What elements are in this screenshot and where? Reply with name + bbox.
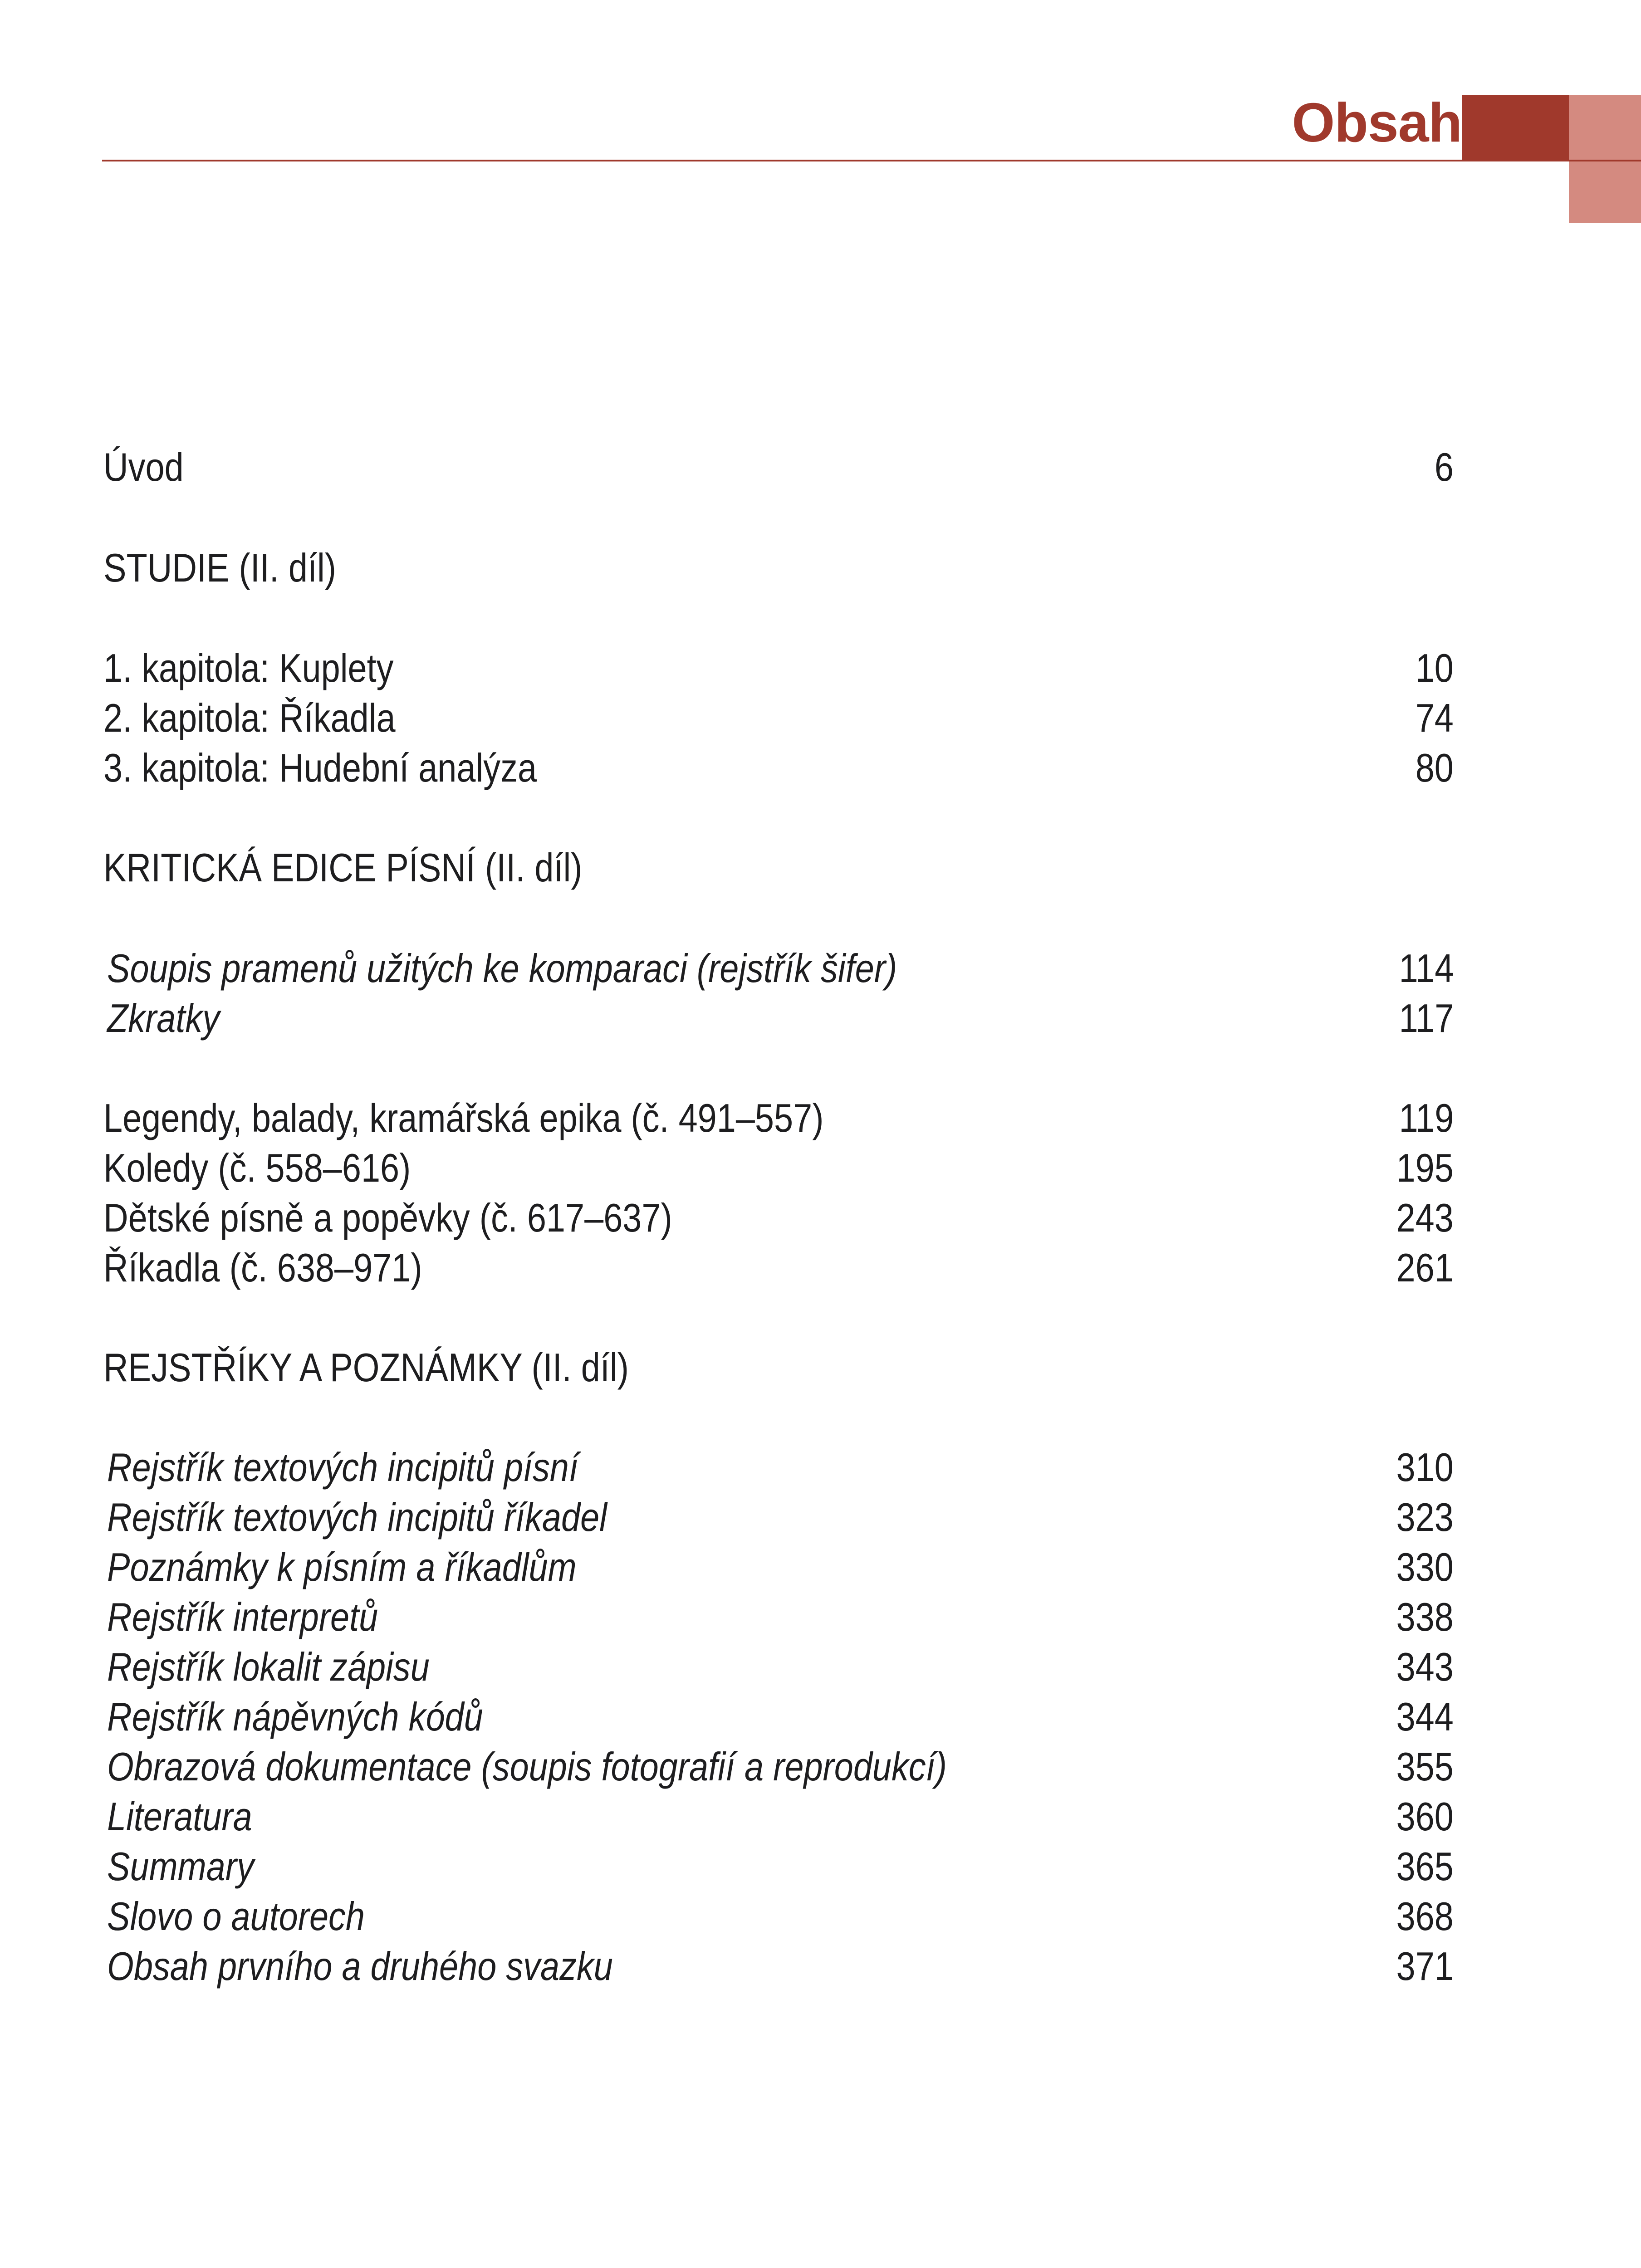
- toc-entry-title: 2. kapitola: Říkadla: [103, 695, 396, 740]
- toc-entry[interactable]: [0, 743, 1641, 793]
- toc-entry-page: 371: [1396, 1944, 1454, 1989]
- section-heading-edice: [0, 843, 1641, 893]
- toc-entry-title: Rejstřík textových incipitů písní: [107, 1445, 578, 1490]
- toc-entry-page: 323: [1396, 1495, 1454, 1540]
- toc-entry-page: 117: [1399, 996, 1454, 1041]
- toc-entry-title: Summary: [107, 1844, 254, 1889]
- toc-entry[interactable]: [0, 1492, 1641, 1542]
- toc-entry-page: 119: [1399, 1095, 1454, 1140]
- toc-entry[interactable]: [0, 1442, 1641, 1492]
- toc-entry-intro[interactable]: [0, 442, 1641, 492]
- toc-entry[interactable]: [0, 1542, 1641, 1592]
- toc-entry[interactable]: [0, 1742, 1641, 1792]
- toc-entry-title: Poznámky k písním a říkadlům: [107, 1545, 577, 1589]
- section-heading: KRITICKÁ EDICE PÍSNÍ (II. díl): [103, 845, 583, 890]
- section-heading-rejstriky: [0, 1343, 1641, 1393]
- toc-entry-page: 344: [1396, 1694, 1454, 1739]
- toc-entry[interactable]: [0, 1093, 1641, 1143]
- header-divider: [102, 160, 1641, 161]
- toc-entry-title: Slovo o autorech: [107, 1894, 365, 1939]
- toc-entry-page: 195: [1396, 1145, 1454, 1190]
- toc-entry-title: Obrazová dokumentace (soupis fotografií a reprodukcí): [107, 1744, 947, 1789]
- toc-entry-page: 243: [1396, 1195, 1454, 1240]
- toc-entry-page: 355: [1396, 1744, 1454, 1789]
- toc-entry-page: 74: [1415, 695, 1454, 740]
- toc-entry-title: Obsah prvního a druhého svazku: [107, 1944, 613, 1989]
- toc-entry-page: 365: [1396, 1844, 1454, 1889]
- toc-entry[interactable]: [0, 1243, 1641, 1293]
- toc-entry-page: 10: [1415, 645, 1454, 690]
- toc-entry-title: 3. kapitola: Hudební analýza: [103, 745, 537, 790]
- toc-entry[interactable]: [0, 1842, 1641, 1892]
- toc-entry-title: Rejstřík nápěvných kódů: [107, 1694, 483, 1739]
- toc-entry-page: 330: [1396, 1545, 1454, 1589]
- section-heading-studie: [0, 543, 1641, 593]
- toc-entry-title: 1. kapitola: Kuplety: [103, 645, 394, 690]
- corner-accent-dark: [1462, 95, 1569, 160]
- toc-entry-title: Rejstřík interpretů: [107, 1594, 378, 1639]
- toc-entry-title: Rejstřík textových incipitů říkadel: [107, 1495, 607, 1540]
- toc-entry[interactable]: [0, 1592, 1641, 1642]
- toc-entry[interactable]: [0, 943, 1641, 993]
- toc-entry-title: Koledy (č. 558–616): [103, 1145, 411, 1190]
- page-title: Obsah: [1292, 92, 1462, 153]
- toc-entry[interactable]: [0, 1143, 1641, 1193]
- toc-entry[interactable]: [0, 1941, 1641, 1991]
- toc-entry[interactable]: [0, 643, 1641, 693]
- toc-entry-title: Legendy, balady, kramářská epika (č. 491–557): [103, 1095, 824, 1140]
- section-heading: STUDIE (II. díl): [103, 545, 336, 590]
- toc-entry-title: Soupis pramenů užitých ke komparaci (rejstřík šifer): [107, 946, 897, 991]
- toc-entry-page: 80: [1415, 745, 1454, 790]
- toc-entry-page: 338: [1396, 1594, 1454, 1639]
- toc-entry[interactable]: [0, 1792, 1641, 1842]
- toc-entry[interactable]: [0, 993, 1641, 1043]
- toc-entry-title: Literatura: [107, 1794, 252, 1839]
- toc-entry[interactable]: [0, 693, 1641, 743]
- toc-entry-page: 368: [1396, 1894, 1454, 1939]
- toc-entry-title: Dětské písně a popěvky (č. 617–637): [103, 1195, 672, 1240]
- toc-entry-page: 261: [1396, 1245, 1454, 1290]
- toc-entry[interactable]: [0, 1692, 1641, 1742]
- toc-entry-title: Úvod: [103, 445, 184, 489]
- toc-entry-page: 343: [1396, 1644, 1454, 1689]
- toc-entry-page: 114: [1399, 946, 1454, 991]
- toc-entry-page: 6: [1434, 445, 1454, 489]
- toc-entry-page: 310: [1396, 1445, 1454, 1490]
- corner-accent-light: [1569, 95, 1641, 223]
- section-heading: REJSTŘÍKY A POZNÁMKY (II. díl): [103, 1345, 629, 1390]
- toc-entry[interactable]: [0, 1193, 1641, 1243]
- toc-entry-title: Rejstřík lokalit zápisu: [107, 1644, 430, 1689]
- toc-entry-title: Říkadla (č. 638–971): [103, 1245, 422, 1290]
- toc-entry-page: 360: [1396, 1794, 1454, 1839]
- toc-entry[interactable]: [0, 1642, 1641, 1692]
- toc-entry[interactable]: [0, 1892, 1641, 1941]
- toc-entry-title: Zkratky: [107, 996, 220, 1041]
